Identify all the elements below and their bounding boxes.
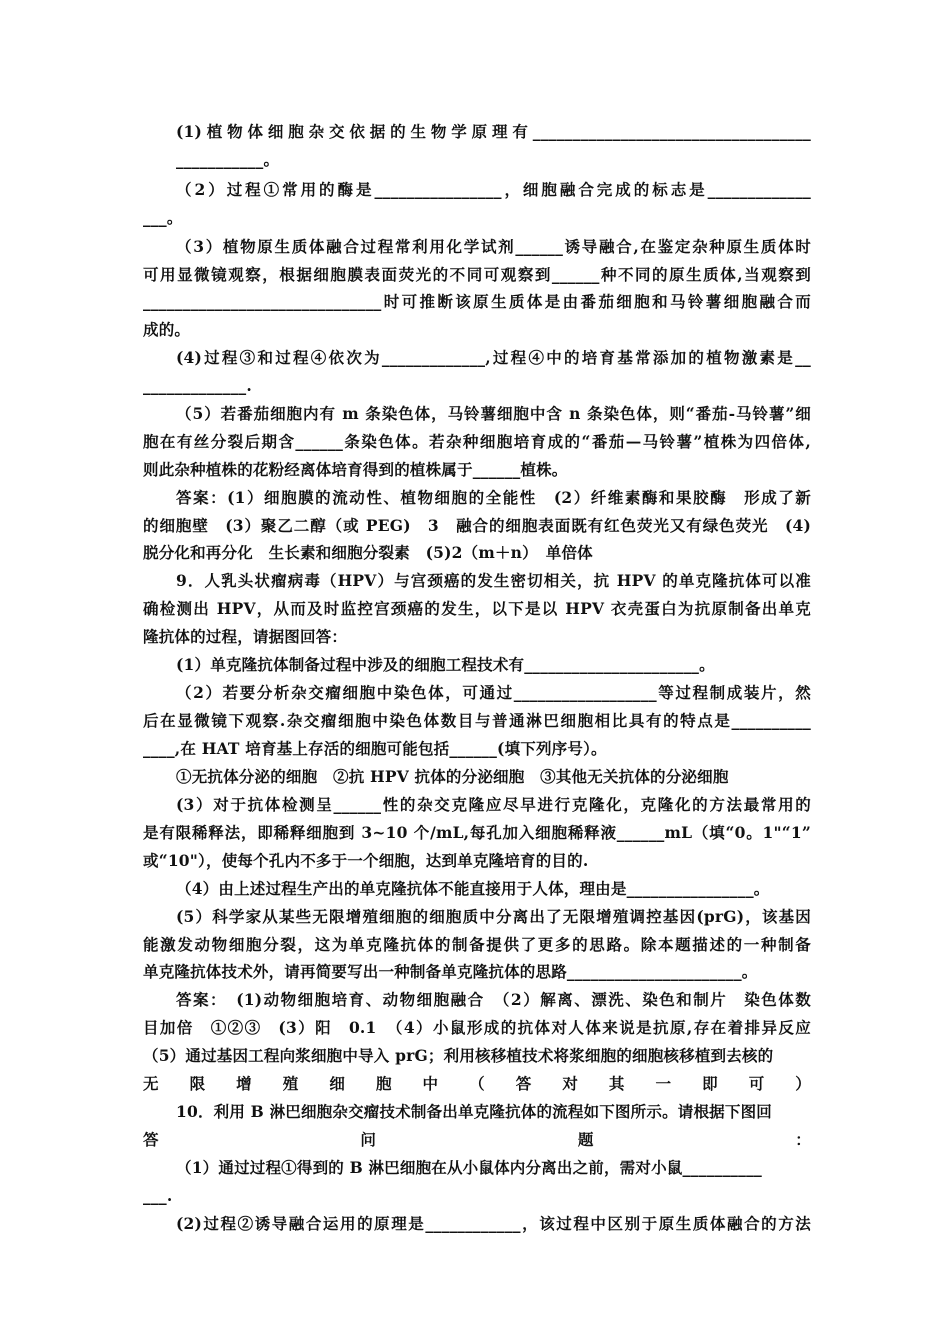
text-line: 答案： (1)动物细胞培育、动物细胞融合 （2）解离、漂洗、染色和制片 染色体数: [176, 990, 811, 1009]
text-line: （2）若要分析杂交瘤细胞中染色体，可通过__________________等过程制成装片，然: [176, 683, 811, 702]
text-line: 无限增殖细胞中（答对其一即可）: [143, 1074, 811, 1093]
text-line: _____________.: [143, 376, 252, 395]
text-line: 单克隆抗体技术外，请再简要写出一种制备单克隆抗体的思路______________________。: [143, 962, 758, 981]
text-line: 后在显微镜下观察.杂交瘤细胞中染色体数目与普通淋巴细胞相比具有的特点是__________: [143, 711, 811, 730]
text-line: 9．人乳头状瘤病毒（HPV）与宫颈癌的发生密切相关，抗 HPV 的单克隆抗体可以准: [176, 571, 811, 590]
text-line: 确检测出 HPV，从而及时监控宫颈癌的发生，以下是以 HPV 衣壳蛋白为抗原制备出单克: [143, 599, 811, 618]
text-line: 答问题：: [143, 1130, 811, 1149]
text-line: ___。: [143, 208, 183, 227]
text-line: （5）通过基因工程向浆细胞中导入 prG；利用核移植技术将浆细胞的细胞核移植到去核的: [143, 1046, 774, 1065]
text-line: 成的。: [143, 320, 191, 339]
text-line: ___________。: [176, 150, 280, 169]
text-line: 10．利用 B 淋巴细胞杂交瘤技术制备出单克隆抗体的流程如下图所示。请根据下图回: [176, 1102, 772, 1121]
text-line: ____,在 HAT 培育基上存活的细胞可能包括______(填下列序号）。: [143, 739, 607, 758]
text-line: ①无抗体分泌的细胞 ②抗 HPV 抗体的分泌细胞 ③其他无关抗体的分泌细胞: [176, 767, 729, 786]
text-line: (1)植物体细胞杂交依据的生物学原理有___________________________________: [176, 122, 811, 141]
text-line: （2）过程①常用的酶是________________，细胞融合完成的标志是_____________: [176, 180, 811, 199]
text-line: (3）对于抗体检测呈______性的杂交克隆应尽早进行克隆化，克隆化的方法最常用的: [176, 795, 811, 814]
text-line: （4）由上述过程生产出的单克隆抗体不能直接用于人体，理由是________________。: [176, 879, 770, 898]
text-line: 能激发动物细胞分裂，这为单克隆抗体的制备提供了更多的思路。除本题描述的一种制备: [143, 935, 811, 954]
text-line: 答案：(1）细胞膜的流动性、植物细胞的全能性 (2）纤维素酶和果胶酶 形成了新: [176, 488, 811, 507]
text-line: （3）植物原生质体融合过程常利用化学试剂______诱导融合,在鉴定杂种原生质体时: [176, 237, 811, 256]
text-line: (2)过程②诱导融合运用的原理是____________，该过程中区别于原生质体融合的方法: [176, 1214, 811, 1233]
text-line: 是有限稀释法，即稀释细胞到 3~10 个/mL,每孔加入细胞稀释液______mL（填“0。1"“1”: [143, 823, 811, 842]
text-line: (5）科学家从某些无限增殖细胞的细胞质中分离出了无限增殖调控基因(prG)，该基因: [176, 907, 811, 926]
text-line: 目加倍 ①②③ (3）阳 0.1 （4）小鼠形成的抗体对人体来说是抗原,存在着排异反应: [143, 1018, 811, 1037]
text-line: 或“10"），使每个孔内不多于一个细胞，达到单克隆培育的目的.: [143, 851, 589, 870]
text-line: 则此杂种植株的花粉经离体培育得到的植株属于______植株。: [143, 460, 568, 479]
text-line: 的细胞壁 (3）聚乙二醇（或 PEG) 3 融合的细胞表面既有红色荧光又有绿色荧光 (4): [143, 516, 811, 535]
text-line: (4)过程③和过程④依次为_____________,过程④中的培育基常添加的植物激素是__: [176, 348, 811, 367]
text-line: （1）通过过程①得到的 B 淋巴细胞在从小鼠体内分离出之前，需对小鼠__________: [176, 1158, 762, 1177]
text-line: （5）若番茄细胞内有 m 条染色体，马铃薯细胞中含 n 条染色体，则“番茄-马铃薯”细: [176, 404, 811, 423]
text-line: 脱分化和再分化 生长素和细胞分裂素 (5)2（m＋n） 单倍体: [143, 543, 593, 562]
text-line: ______________________________时可推断该原生质体是由番茄细胞和马铃薯细胞融合而: [143, 292, 811, 311]
text-line: (1）单克隆抗体制备过程中涉及的细胞工程技术有______________________。: [176, 655, 715, 674]
text-line: 可用显微镜观察，根据细胞膜表面荧光的不同可观察到______种不同的原生质体,当观察到: [143, 265, 811, 284]
text-line: 胞在有丝分裂后期含______条染色体。若杂种细胞培育成的“番茄—马铃薯”植株为四倍体,: [143, 432, 811, 451]
text-line: 隆抗体的过程，请据图回答：: [143, 627, 348, 646]
text-line: ___.: [143, 1186, 173, 1205]
